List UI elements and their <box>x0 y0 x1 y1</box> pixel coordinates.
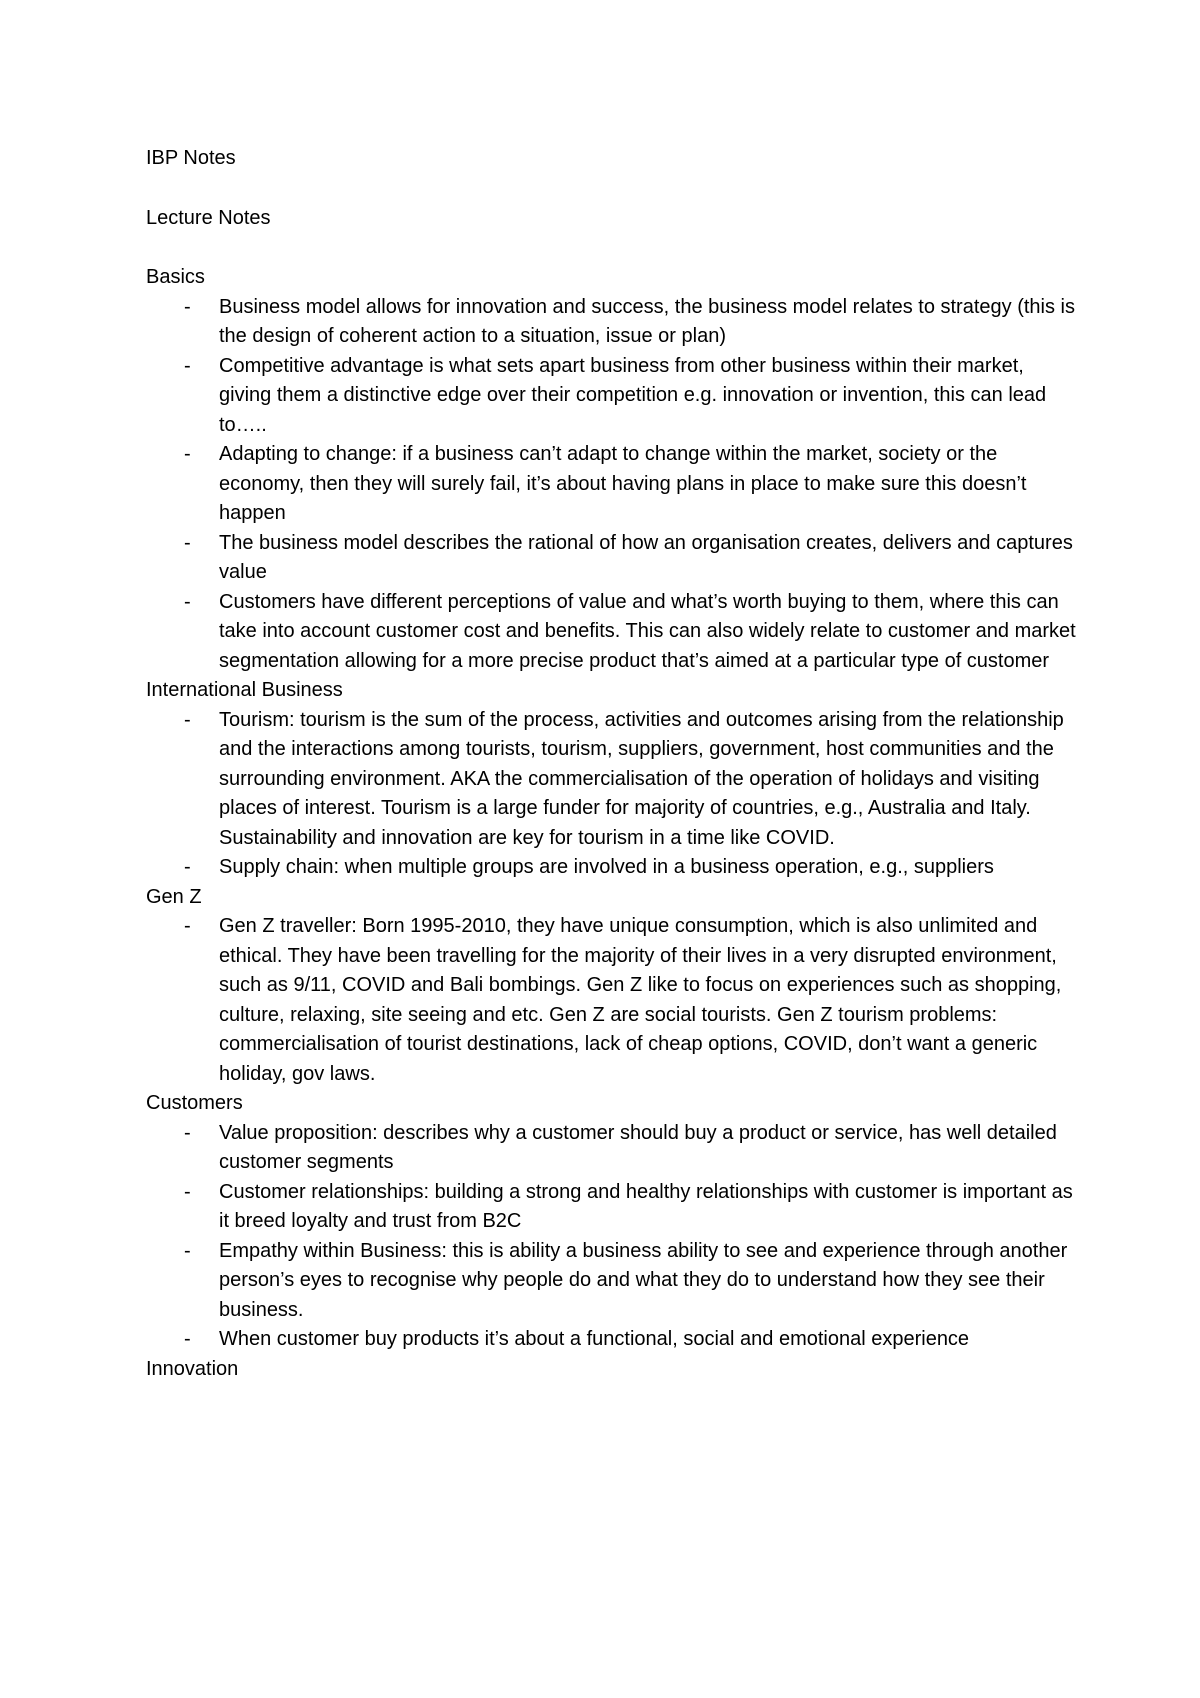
bullet-dash: - <box>184 295 191 318</box>
section-basics <box>146 263 1076 676</box>
bullet-list <box>146 293 1076 677</box>
section-heading: International Business <box>146 679 343 701</box>
list-item-text: Business model allows for innovation and success, the business model relates to strategy (this is the design of coherent action to a situation, issue or plan) <box>219 295 1075 347</box>
section-heading: Basics <box>146 266 205 288</box>
list-item <box>146 1119 1076 1178</box>
bullet-dash: - <box>184 1239 191 1262</box>
bullet-dash: - <box>184 708 191 731</box>
list-item-text: When customer buy products it’s about a functional, social and emotional experience <box>219 1328 970 1350</box>
list-item <box>146 352 1076 441</box>
bullet-dash: - <box>184 915 191 937</box>
list-item <box>146 706 1076 854</box>
list-item <box>146 440 1076 529</box>
section-heading: Gen Z <box>146 885 202 908</box>
list-item <box>146 293 1076 352</box>
section-innovation <box>146 1355 1076 1385</box>
bullet-dash: - <box>184 590 191 613</box>
list-item <box>146 1325 1076 1355</box>
section-customers <box>146 1089 1076 1355</box>
document-subtitle: Lecture Notes <box>146 206 271 229</box>
bullet-dash: - <box>184 856 191 878</box>
list-item-text: Customers have different perceptions of value and what’s worth buying to them, where this can take into account customer cost and benefits. This can also widely relate to customer and market segmentation allowing for a more precise product that’s aimed at a particular type of customer <box>219 590 1076 672</box>
section-heading: Customers <box>146 1092 243 1114</box>
list-item <box>146 912 1076 1089</box>
bullet-list <box>146 1119 1076 1355</box>
list-item-text: The business model describes the rational of how an organisation creates, delivers and captures value <box>219 531 1073 583</box>
document-title: IBP Notes <box>146 147 236 169</box>
list-item <box>146 529 1076 588</box>
section-gen-z <box>146 883 1076 1090</box>
list-item <box>146 1237 1076 1326</box>
list-item-text: Competitive advantage is what sets apart business from other business within their market, giving them a distinctive edge over their competition e.g. innovation or invention, this can lead to….. <box>219 354 1047 436</box>
list-item <box>146 1178 1076 1237</box>
list-item-text: Customer relationships: building a strong and healthy relationships with customer is important as it breed loyalty and trust from B2C <box>219 1180 1073 1232</box>
list-item <box>146 588 1076 677</box>
document-body <box>146 144 1076 1384</box>
list-item-text: Adapting to change: if a business can’t adapt to change within the market, society or the economy, then they will surely fail, it’s about having plans in place to make sure this doesn’t happen <box>219 443 1027 524</box>
list-item-text: Tourism: tourism is the sum of the process, activities and outcomes arising from the relationship and the interactions among tourists, tourism, suppliers, government, host communities and the surrounding environment. AKA the commercialisation of the operation of holidays and visiting places of interest. Tourism is a large funder for majority of countries, e.g., Australia and Italy. Sustainability and innovation are key for tourism in a time like COVID. <box>219 708 1064 849</box>
list-item-text: Gen Z traveller: Born 1995-2010, they have unique consumption, which is also unlimited and ethical. They have been travelling for the majority of their lives in a very disrupted environment, such as 9/11, COVID and Bali bombings. Gen Z like to focus on experiences such as shopping, culture, relaxing, site seeing and etc. Gen Z are social tourists. Gen Z tourism problems: commercialisation of tourist destinations, lack of cheap options, COVID, don’t want a generic holiday, gov laws. <box>219 915 1062 1085</box>
bullet-list <box>146 706 1076 883</box>
list-item-text: Supply chain: when multiple groups are involved in a business operation, e.g., suppliers <box>219 856 994 878</box>
bullet-list <box>146 912 1076 1089</box>
bullet-dash: - <box>184 1121 191 1144</box>
list-item <box>146 853 1076 883</box>
bullet-dash: - <box>184 531 191 554</box>
bullet-dash: - <box>184 1180 191 1203</box>
bullet-dash: - <box>184 354 191 377</box>
list-item-text: Value proposition: describes why a customer should buy a product or service, has well detailed customer segments <box>219 1121 1057 1173</box>
bullet-dash: - <box>184 443 191 465</box>
section-international-business <box>146 676 1076 883</box>
section-heading: Innovation <box>146 1357 239 1380</box>
bullet-dash: - <box>184 1328 191 1350</box>
list-item-text: Empathy within Business: this is ability a business ability to see and experience through another person’s eyes to recognise why people do and what they do to understand how they see their business. <box>219 1239 1068 1321</box>
